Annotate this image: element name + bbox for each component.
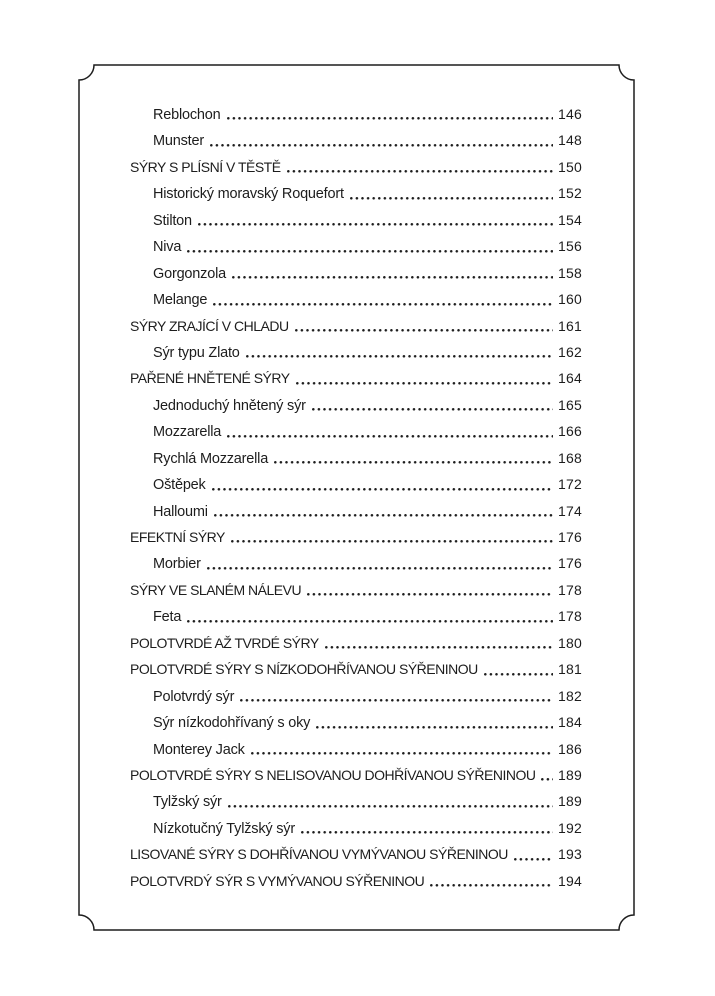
dot-leader <box>287 170 553 173</box>
toc-entry-label: Sýr nízkodohřívaný s oky <box>153 715 311 732</box>
toc-entry-page: 178 <box>558 581 582 598</box>
toc-entry-label: SÝRY VE SLANÉM NÁLEVU <box>130 581 302 598</box>
toc-entry-label: Sýr typu Zlato <box>153 344 240 361</box>
dot-leader <box>213 303 553 306</box>
toc-entry-page: 166 <box>558 423 582 440</box>
dot-leader <box>307 593 553 596</box>
toc-entry-label: Tylžský sýr <box>153 794 222 811</box>
toc-entry-page: 164 <box>558 370 582 387</box>
dot-leader <box>325 646 553 649</box>
toc-entry <box>130 418 582 444</box>
toc-entry <box>130 841 582 867</box>
dot-leader <box>246 355 553 358</box>
toc-entry-page: 150 <box>558 158 582 175</box>
toc-entry-label: Oštěpek <box>153 477 206 494</box>
dot-leader <box>296 382 553 385</box>
toc-entry <box>130 788 582 814</box>
toc-entry-label: Reblochon <box>153 107 221 123</box>
toc-entry <box>130 550 582 576</box>
toc-entry <box>130 339 582 365</box>
dot-leader <box>214 514 553 517</box>
dot-leader <box>430 884 553 887</box>
toc-entry <box>130 656 582 682</box>
toc-entry-page: 172 <box>558 476 582 493</box>
toc-entry <box>130 445 582 471</box>
toc-entry-label: Rychlá Mozzarella <box>153 450 269 467</box>
toc-entry-label: PAŘENÉ HNĚTENÉ SÝRY <box>130 370 290 387</box>
toc-entry-label: Niva <box>153 239 182 256</box>
toc-entry-label: Melange <box>153 292 208 309</box>
dot-leader <box>541 778 553 781</box>
toc-entry <box>130 683 582 709</box>
toc-entry <box>130 233 582 259</box>
dot-leader <box>231 540 553 543</box>
toc-entry <box>130 180 582 206</box>
toc-entry <box>130 392 582 418</box>
toc-list <box>130 101 582 894</box>
dot-leader <box>316 726 553 729</box>
dot-leader <box>514 858 553 861</box>
toc-entry <box>130 365 582 391</box>
toc-entry-label: Stilton <box>153 212 192 229</box>
toc-entry-page: 194 <box>558 872 582 889</box>
toc-entry <box>130 127 582 153</box>
toc-entry-page: 161 <box>558 317 582 334</box>
dot-leader <box>207 567 553 570</box>
toc-entry-page: 158 <box>558 264 582 281</box>
dot-leader <box>251 752 553 755</box>
dot-leader <box>198 223 553 226</box>
dot-leader <box>232 276 553 279</box>
toc-entry <box>130 207 582 233</box>
dot-leader <box>295 329 553 332</box>
toc-entry-page: 189 <box>558 793 582 810</box>
toc-entry-page: 182 <box>558 687 582 704</box>
toc-entry <box>130 101 582 127</box>
toc-entry <box>130 762 582 788</box>
toc-entry-label: Morbier <box>153 556 201 573</box>
toc-entry-page: 154 <box>558 211 582 228</box>
dot-leader <box>227 435 553 438</box>
toc-entry-label: SÝRY ZRAJÍCÍ V CHLADU <box>130 317 289 334</box>
toc-entry-page: 162 <box>558 343 582 360</box>
toc-entry <box>130 154 582 180</box>
toc-entry-label: LISOVANÉ SÝRY S DOHŘÍVANOU VYMÝVANOU SÝŘENINOU <box>130 846 508 863</box>
dot-leader <box>484 673 553 676</box>
toc-entry-page: 165 <box>558 396 582 413</box>
toc-entry-page: 193 <box>558 846 582 863</box>
dot-leader <box>240 699 553 702</box>
toc-entry-page: 181 <box>558 661 582 678</box>
toc-entry <box>130 313 582 339</box>
toc-entry <box>130 286 582 312</box>
toc-entry-label: POLOTVRDÉ SÝRY S NÍZKODOHŘÍVANOU SÝŘENINOU <box>130 661 478 678</box>
toc-entry-page: 148 <box>558 132 582 149</box>
toc-entry-page: 156 <box>558 238 582 255</box>
dot-leader <box>312 408 553 411</box>
toc-entry-label: SÝRY S PLÍSNÍ V TĚSTĚ <box>130 158 281 175</box>
toc-entry-page: 146 <box>558 106 582 122</box>
toc-entry-page: 192 <box>558 819 582 836</box>
toc-entry-label: Feta <box>153 609 182 626</box>
toc-entry <box>130 260 582 286</box>
toc-entry-page: 174 <box>558 502 582 519</box>
dot-leader <box>187 250 553 253</box>
toc-entry-page: 186 <box>558 740 582 757</box>
dot-leader <box>228 805 553 808</box>
toc-entry <box>130 815 582 841</box>
dot-leader <box>350 197 553 200</box>
toc-entry <box>130 868 582 894</box>
toc-entry-label: Historický moravský Roquefort <box>153 186 344 203</box>
toc-entry-page: 184 <box>558 714 582 731</box>
toc-entry-page: 176 <box>558 529 582 545</box>
toc-entry-page: 178 <box>558 608 582 625</box>
toc-entry-label: POLOTVRDÝ SÝR S VYMÝVANOU SÝŘENINOU <box>130 872 425 889</box>
toc-entry-label: Halloumi <box>153 503 208 520</box>
toc-entry-label: Mozzarella <box>153 424 222 441</box>
toc-entry-label: Gorgonzola <box>153 265 226 282</box>
toc-entry-page: 180 <box>558 634 582 651</box>
toc-entry-page: 160 <box>558 291 582 308</box>
dot-leader <box>187 620 553 623</box>
dot-leader <box>212 488 553 491</box>
toc-entry <box>130 471 582 497</box>
toc-entry <box>130 524 582 550</box>
toc-entry <box>130 630 582 656</box>
toc-entry <box>130 603 582 629</box>
toc-entry-label: Monterey Jack <box>153 741 245 758</box>
toc-entry <box>130 736 582 762</box>
toc-entry-label: POLOTVRDÉ SÝRY S NELISOVANOU DOHŘÍVANOU SÝŘENINOU <box>130 766 536 783</box>
toc-entry-page: 176 <box>558 555 582 572</box>
toc-entry-label: EFEKTNÍ SÝRY <box>130 529 225 545</box>
toc-entry-label: Jednoduchý hnětený sýr <box>153 397 306 414</box>
toc-entry-label: Nízkotučný Tylžský sýr <box>153 820 295 837</box>
toc-entry <box>130 577 582 603</box>
toc-entry-page: 189 <box>558 766 582 783</box>
dot-leader <box>210 144 553 147</box>
toc-entry-label: POLOTVRDÉ AŽ TVRDÉ SÝRY <box>130 634 319 651</box>
dot-leader <box>301 831 553 834</box>
toc-entry-label: Munster <box>153 133 204 150</box>
toc-entry-page: 168 <box>558 449 582 466</box>
toc-entry <box>130 709 582 735</box>
toc-entry-page: 152 <box>558 185 582 202</box>
dot-leader <box>227 117 554 120</box>
dot-leader <box>274 461 553 464</box>
toc-entry-label: Polotvrdý sýr <box>153 688 235 705</box>
toc-entry <box>130 498 582 524</box>
